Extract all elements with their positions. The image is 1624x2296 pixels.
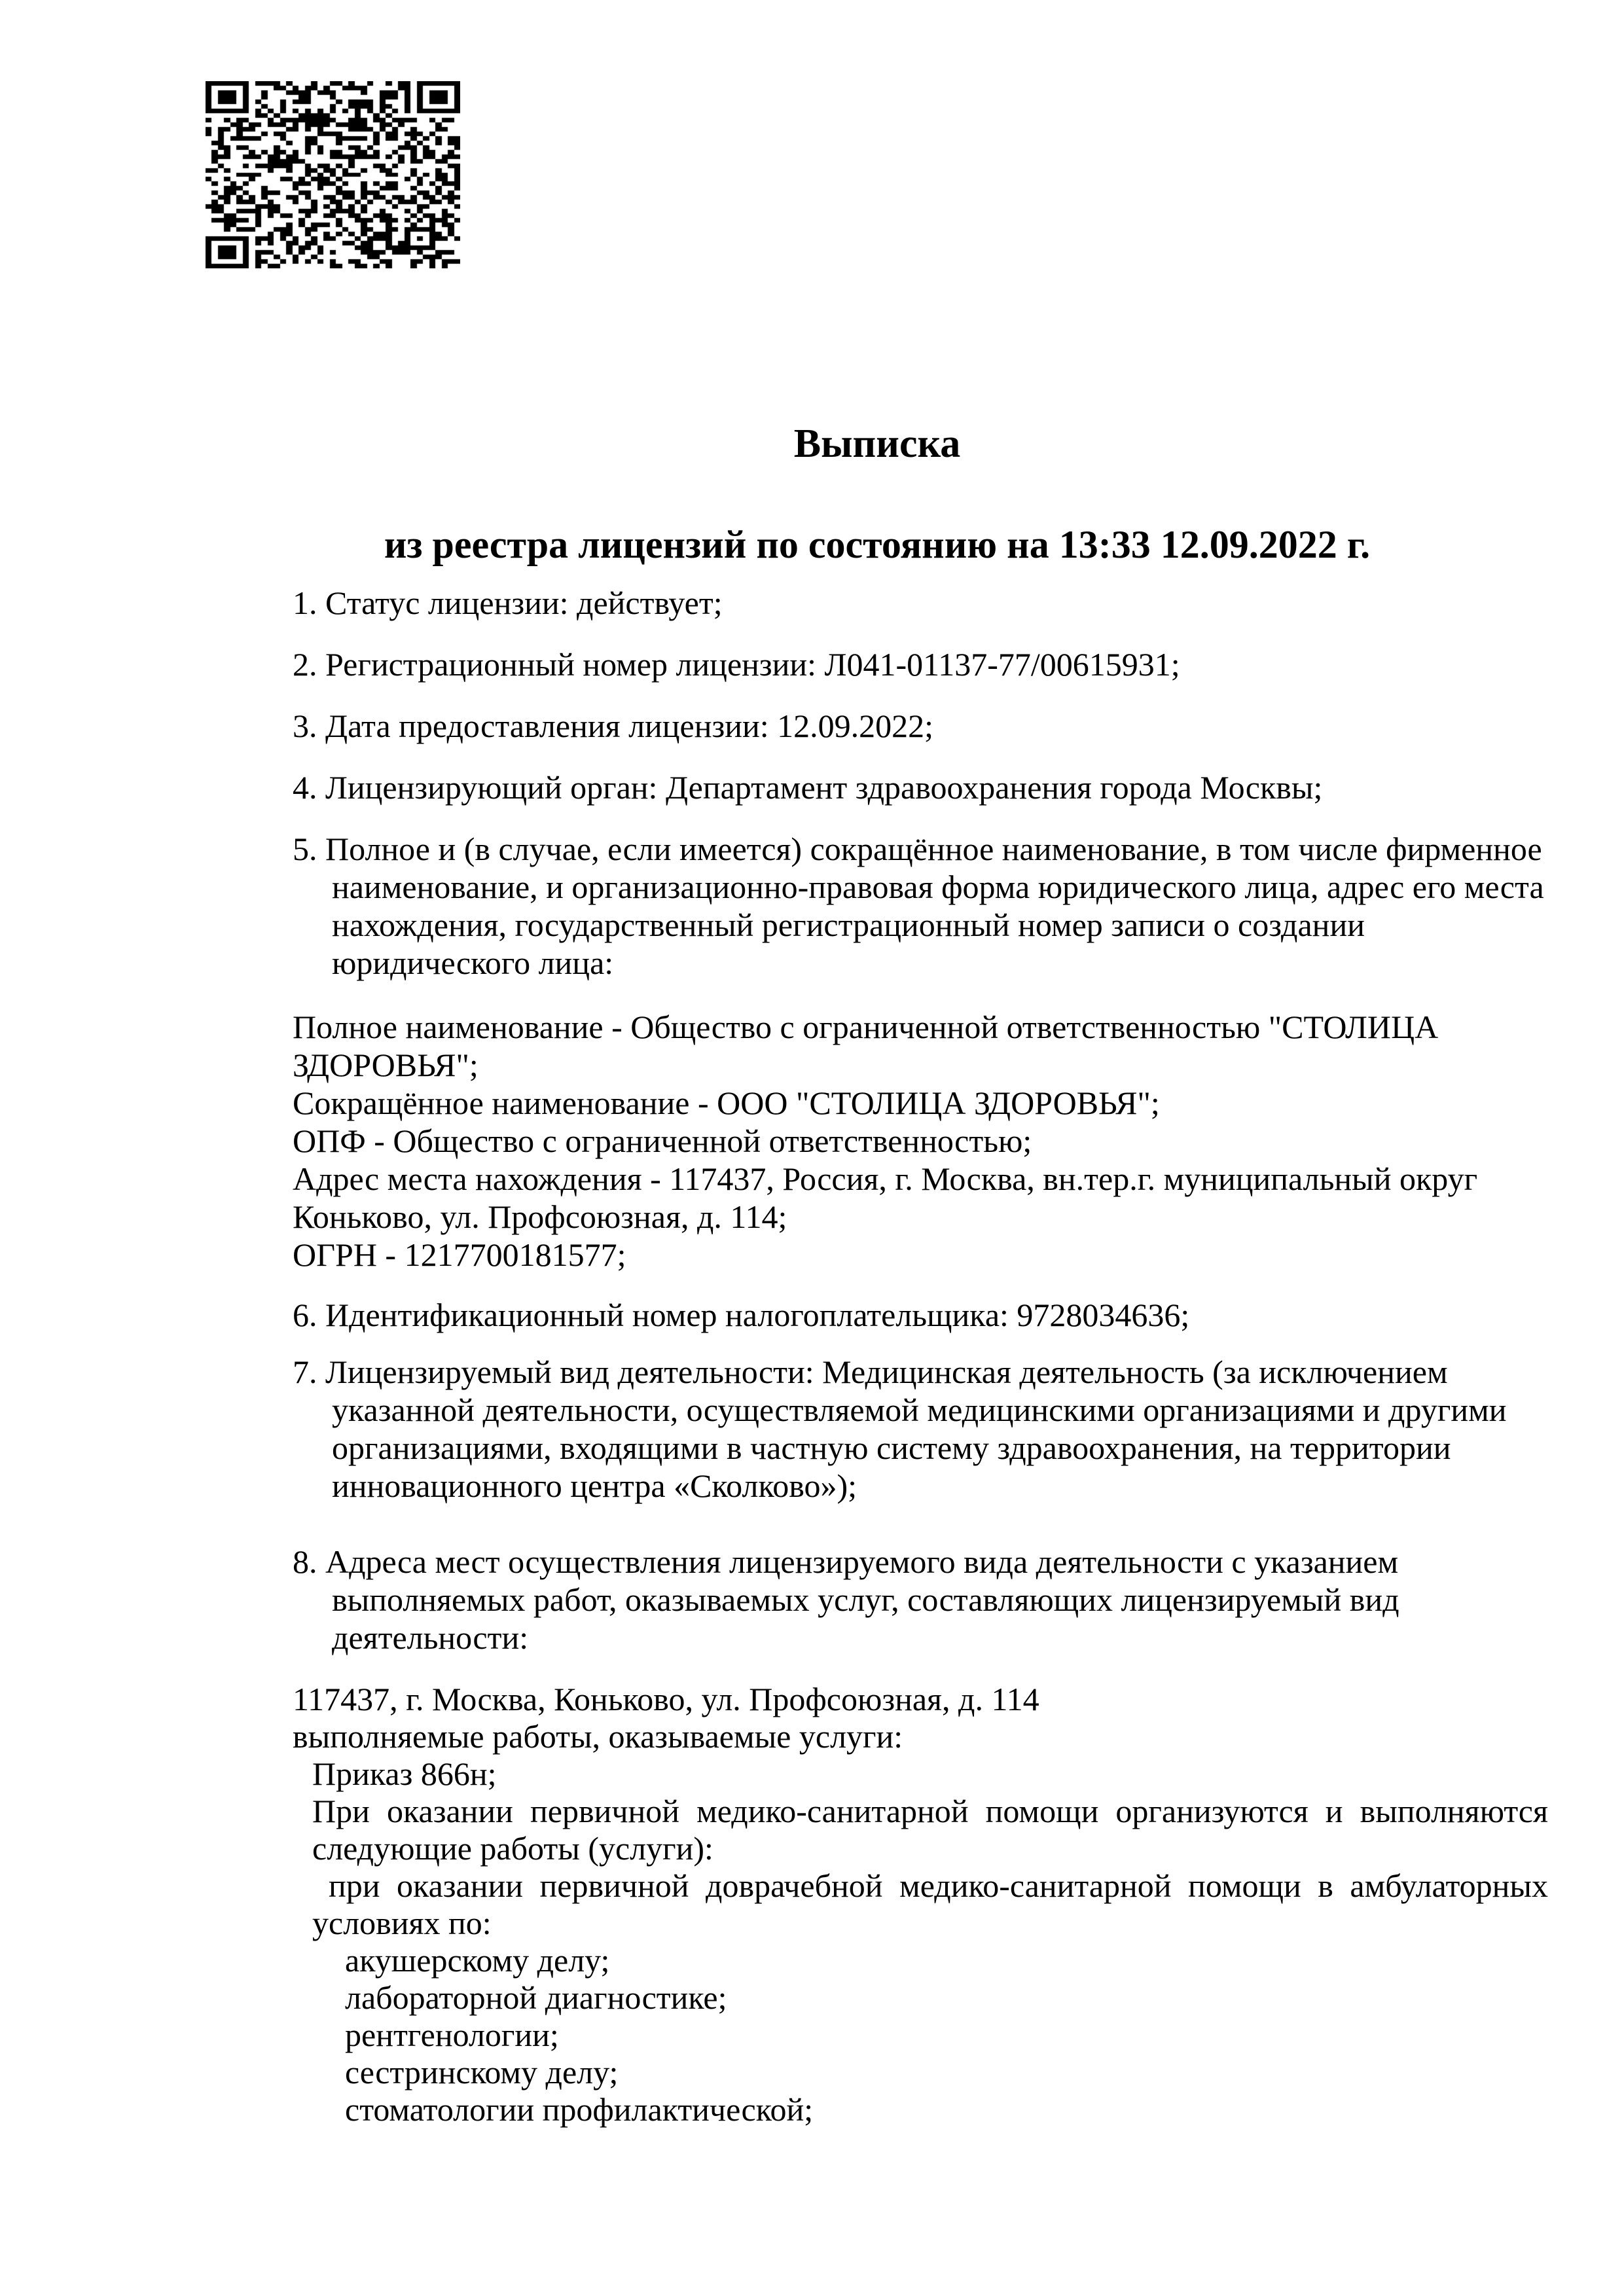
- document-header: [206, 421, 1548, 567]
- activity-addresses-clause-line-1: 8. Адреса мест осуществления лицензируемого вида деятельности с указанием: [293, 1543, 1399, 1580]
- pmsp-line-2: следующие работы (услуги):: [312, 1830, 713, 1867]
- org-full-name-line-1: Полное наименование - Общество с ограниченной ответственностью "СТОЛИЦА: [293, 1009, 1439, 1045]
- org-names-clause: [293, 830, 1548, 982]
- document-body: [293, 584, 1548, 2128]
- org-address-line-1: Адрес места нахождения - 117437, Россия, г. Москва, вн.тер.г. муниципальный округ: [293, 1160, 1478, 1197]
- licensed-activity-line-4: инновационного центра «Сколково»);: [332, 1467, 857, 1504]
- work-address-line: 117437, г. Москва, Коньково, ул. Профсоюзная, д. 114: [293, 1681, 1039, 1717]
- licensed-activity-clause: [293, 1353, 1548, 1505]
- dovrachebnaya-line-1: при оказании первичной доврачебной медико-санитарной помощи в амбулаторных: [329, 1867, 1548, 1904]
- qr-code: [206, 81, 460, 268]
- works-and-services-block: [293, 1681, 1548, 2128]
- org-names-clause-line-2: наименование, и организационно-правовая форма юридического лица, адрес его места: [332, 869, 1544, 905]
- org-names-clause-line-3: нахождения, государственный регистрационный номер записи о создании: [332, 906, 1365, 943]
- service-nursing-line: сестринскому делу;: [345, 2054, 619, 2090]
- license-grant-date-line: 3. Дата предоставления лицензии: 12.09.2022;: [293, 708, 934, 744]
- service-midwifery-line: акушерскому делу;: [345, 1942, 610, 1979]
- licensed-activity-line-3: организациями, входящими в частную систему здравоохранения, на территории: [332, 1429, 1451, 1466]
- order-866n-line: Приказ 866н;: [312, 1755, 497, 1792]
- org-names-clause-line-1: 5. Полное и (в случае, если имеется) сокращённое наименование, в том числе фирменное: [293, 831, 1542, 867]
- org-short-name-line: Сокращённое наименование - ООО "СТОЛИЦА ЗДОРОВЬЯ";: [293, 1085, 1160, 1121]
- licensed-activity-line-1: 7. Лицензируемый вид деятельности: Медицинская деятельность (за исключением: [293, 1354, 1448, 1390]
- document-title: Выписка: [793, 422, 961, 466]
- inn-line: 6. Идентификационный номер налогоплательщика: 9728034636;: [293, 1297, 1190, 1333]
- pmsp-line-1: При оказании первичной медико-санитарной помощи организуются и выполняются: [312, 1793, 1548, 1829]
- org-ogrn-line: ОГРН - 1217700181577;: [293, 1236, 626, 1273]
- activity-addresses-clause: [293, 1543, 1548, 1657]
- service-radiology-line: рентгенологии;: [345, 2017, 559, 2053]
- dovrachebnaya-line-2: условиях по:: [312, 1905, 492, 1941]
- works-services-header-line: выполняемые работы, оказываемые услуги:: [293, 1718, 903, 1755]
- org-details-block: [293, 1008, 1548, 1274]
- org-names-clause-line-4: юридического лица:: [332, 944, 614, 981]
- service-lab-diagnostics-line: лабораторной диагностике;: [345, 1979, 727, 2016]
- service-preventive-dentistry-line: стоматологии профилактической;: [345, 2091, 814, 2128]
- org-full-name-line-2: ЗДОРОВЬЯ";: [293, 1047, 478, 1083]
- activity-addresses-clause-line-2: выполняемых работ, оказываемых услуг, составляющих лицензируемый вид: [332, 1581, 1399, 1618]
- org-opf-line: ОПФ - Общество с ограниченной ответственностью;: [293, 1122, 1032, 1159]
- licensing-authority-line: 4. Лицензирующий орган: Департамент здравоохранения города Москвы;: [293, 769, 1323, 806]
- org-address-line-2: Коньково, ул. Профсоюзная, д. 114;: [293, 1198, 787, 1235]
- licensed-activity-line-2: указанной деятельности, осуществляемой медицинскими организациями и другими: [332, 1391, 1507, 1428]
- license-reg-number-line: 2. Регистрационный номер лицензии: Л041-01137-77/00615931;: [293, 646, 1180, 683]
- activity-addresses-clause-line-3: деятельности:: [332, 1619, 529, 1656]
- license-status-line: 1. Статус лицензии: действует;: [293, 584, 723, 621]
- document-subtitle: из реестра лицензий по состоянию на 13:33 12.09.2022 г.: [384, 523, 1371, 566]
